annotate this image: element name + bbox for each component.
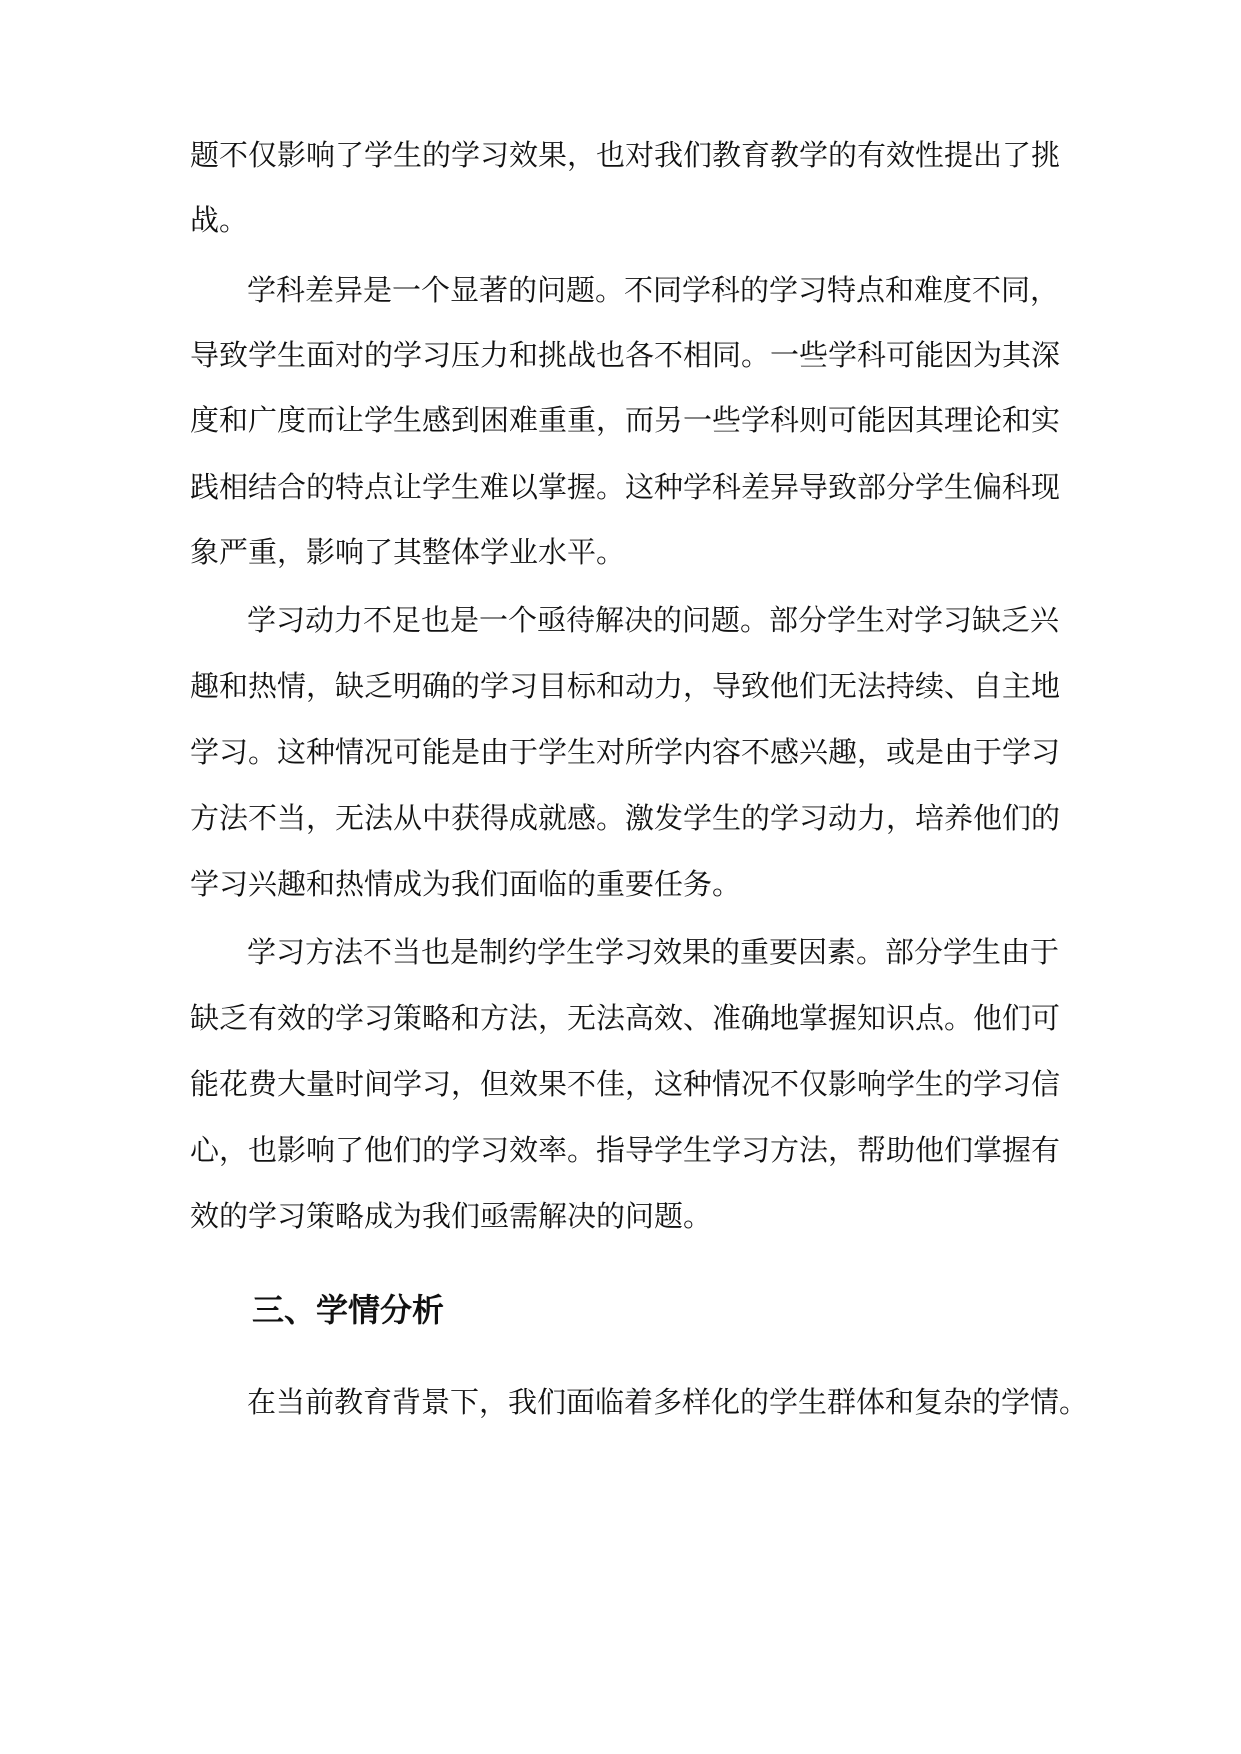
paragraph-line: 心，也影响了他们的学习效率。指导学生学习方法，帮助他们掌握有 xyxy=(190,1133,1061,1167)
paragraph-line: 学习兴趣和热情成为我们面临的重要任务。 xyxy=(190,867,742,901)
paragraph-line: 学习。这种情况可能是由于学生对所学内容不感兴趣，或是由于学习 xyxy=(190,735,1061,769)
paragraph-line: 践相结合的特点让学生难以掌握。这种学科差异导致部分学生偏科现 xyxy=(190,470,1061,504)
paragraph-line: 学习方法不当也是制约学生学习效果的重要因素。部分学生由于 xyxy=(247,935,1060,969)
paragraph-line: 学习动力不足也是一个亟待解决的问题。部分学生对学习缺乏兴 xyxy=(247,603,1060,637)
paragraph-line: 题不仅影响了学生的学习效果，也对我们教育教学的有效性提出了挑 xyxy=(190,138,1061,172)
paragraph-line: 战。 xyxy=(190,203,249,237)
paragraph-line: 在当前教育背景下，我们面临着多样化的学生群体和复杂的学情。 xyxy=(247,1385,1089,1419)
paragraph-line: 趣和热情，缺乏明确的学习目标和动力，导致他们无法持续、自主地 xyxy=(190,669,1061,703)
paragraph-line: 能花费大量时间学习，但效果不佳，这种情况不仅影响学生的学习信 xyxy=(190,1067,1061,1101)
paragraph-line: 学科差异是一个显著的问题。不同学科的学习特点和难度不同， xyxy=(247,273,1060,307)
paragraph-line: 象严重，影响了其整体学业水平。 xyxy=(190,535,626,569)
paragraph-line: 度和广度而让学生感到困难重重，而另一些学科则可能因其理论和实 xyxy=(190,403,1061,437)
paragraph-line: 导致学生面对的学习压力和挑战也各不相同。一些学科可能因为其深 xyxy=(190,338,1061,372)
section-heading: 三、学情分析 xyxy=(252,1291,445,1329)
paragraph-line: 方法不当，无法从中获得成就感。激发学生的学习动力，培养他们的 xyxy=(190,801,1061,835)
paragraph-line: 效的学习策略成为我们亟需解决的问题。 xyxy=(190,1199,713,1233)
paragraph-line: 缺乏有效的学习策略和方法，无法高效、准确地掌握知识点。他们可 xyxy=(190,1001,1061,1035)
